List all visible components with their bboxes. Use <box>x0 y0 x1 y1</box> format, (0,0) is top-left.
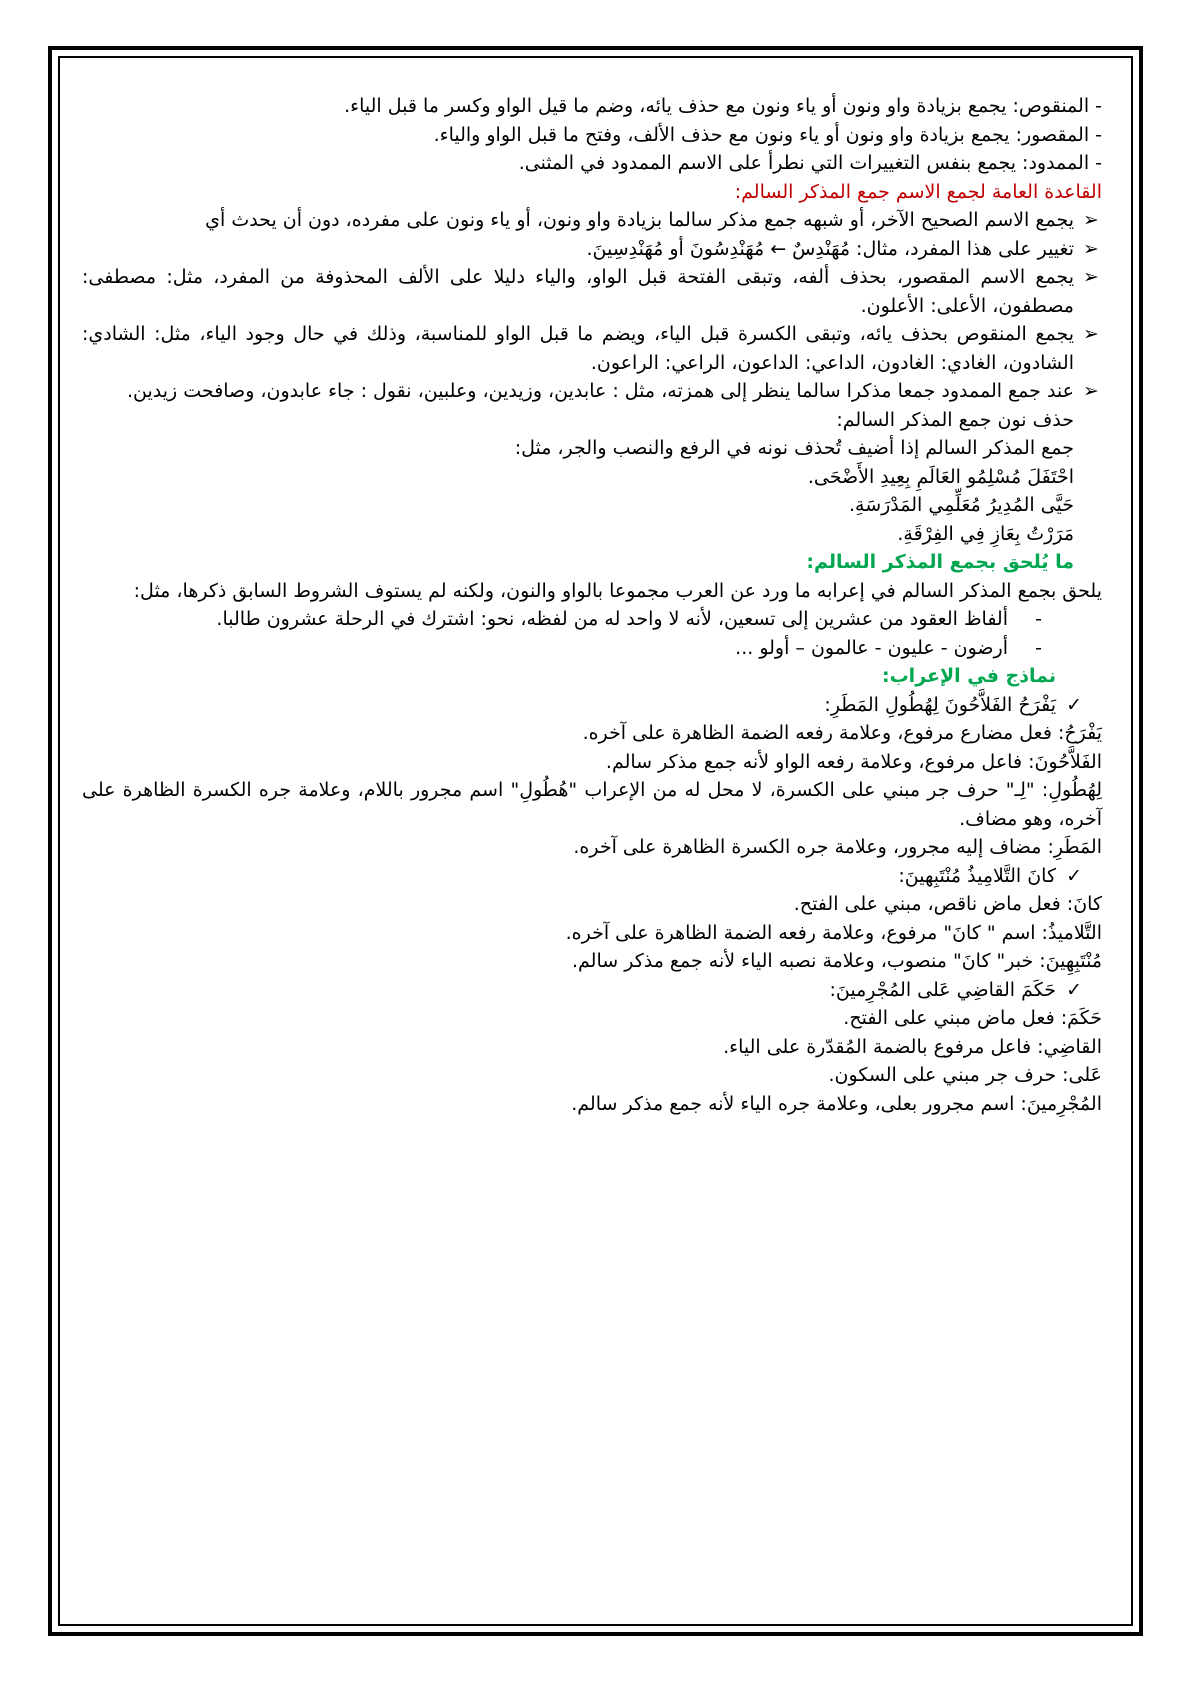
general-rules-list <box>82 206 1102 406</box>
parsing-line: يَفْرَحُ: فعل مضارع مرفوع، وعلامة رفعه الضمة الظاهرة على آخره. <box>582 722 1102 744</box>
general-rule-item <box>82 320 1102 377</box>
parsing-line: عَلى: حرف جر مبني على السكون. <box>828 1064 1102 1086</box>
arrow-bullet-icon: ➢ <box>1083 266 1099 288</box>
dash-bullet: - <box>1035 636 1042 659</box>
parsing-line: حَكَمَ: فعل ماض مبني على الفتح. <box>843 1007 1102 1029</box>
parsing-line: مُنْتَبِهِينَ: خبر" كانَ" منصوب، وعلامة نصبه الياء لأنه جمع مذكر سالم. <box>571 950 1102 972</box>
attached-item <box>82 605 1042 634</box>
deletion-example: مَرَرْتُ بِعَازِ فِي الفِرْقَةِ. <box>897 522 1074 545</box>
general-rule-text: يجمع الاسم الصحيح الآخر، أو شبهه جمع مذكر سالما بزيادة واو ونون، أو ياء ونون على مفرده، دون أن يحدث أي <box>205 209 1074 231</box>
general-rule-item <box>82 235 1102 264</box>
model-sentence-text: حَكَمَ القاضِي عَلى المُجْرِمينَ: <box>829 978 1056 1001</box>
model-sentence-text: يَفْرَحُ الفَلاَّحُونَ لِهُطُولِ المَطَرِ: <box>824 693 1056 716</box>
dash-bullet: - <box>1035 608 1042 630</box>
deletion-section <box>82 406 1102 577</box>
deletion-heading: حذف نون جمع المذكر السالم: <box>836 408 1074 431</box>
model-sentence <box>82 976 1102 1005</box>
rule-maqsur: - المقصور: يجمع بزيادة واو ونون أو ياء ونون مع حذف الألف، وفتح ما قبل الواو والياء. <box>433 123 1102 146</box>
parsing-line: لِهُطُولِ: "لِـ" حرف جر مبني على الكسرة، لا محل له من الإعراب "هُطُولِ" اسم مجرور باللام، وعلامة جره الكسرة الظاهرة على آخره، وهو مضاف. <box>82 779 1102 830</box>
general-rule-item <box>82 206 1102 235</box>
rule-manqus: - المنقوص: يجمع بزيادة واو ونون أو ياء ونون مع حذف يائه، وضم ما قيل الواو وكسر ما قبل الياء. <box>344 95 1102 117</box>
model-sentence-text: كانَ التَّلامِيذُ مُنْتَبِهينَ: <box>898 864 1056 887</box>
general-rule-text: تغيير على هذا المفرد، مثال: مُهَنْدِسٌ ← مُهَنْدِسُونَ أو مُهَنْدِسِينَ. <box>586 237 1074 260</box>
general-rule-heading: القاعدة العامة لجمع الاسم جمع المذكر السالم: <box>734 180 1102 203</box>
attached-heading: ما يُلحق بجمع المذكر السالم: <box>806 551 1074 573</box>
deletion-example: حَيَّى المُدِيرُ مُعَلِّمِي المَدْرَسَةِ. <box>848 494 1074 516</box>
parsing-line: القاضِي: فاعل مرفوع بالضمة المُقدّرة على الياء. <box>723 1035 1102 1058</box>
attached-item-text: أرضون - عليون - عالمون – أولو ... <box>735 636 1008 659</box>
parsing-line: التَّلاميذُ: اسم " كانَ" مرفوع، وعلامة رفعه الضمة الظاهرة على آخره. <box>565 921 1102 944</box>
parsing-line: المَطَرِ: مضاف إليه مجرور، وعلامة جره الكسرة الظاهرة على آخره. <box>573 836 1102 858</box>
general-rule-text: يجمع المنقوص بحذف يائه، وتبقى الكسرة قبل الياء، ويضم ما قبل الواو للمناسبة، وذلك في حال وجود الياء، مثل: الشادي: الشادون، الغادي: الغادون، الداعي: الداعون، الراعي: الراعون. <box>82 323 1074 374</box>
model-sentence <box>82 691 1102 720</box>
parsing-heading: نماذج في الإعراب: <box>881 665 1056 687</box>
rule-mamdud: - الممدود: يجمع بنفس التغييرات التي نطرأ على الاسم الممدود في المثنى. <box>518 152 1102 174</box>
general-rule-item <box>82 263 1102 320</box>
attached-item <box>82 634 1042 663</box>
attached-list <box>82 605 1102 662</box>
general-rule-item <box>82 377 1102 406</box>
parsing-line: كانَ: فعل ماض ناقص، مبني على الفتح. <box>793 893 1102 915</box>
deletion-example: احْتَفَلَ مُسْلِمُو العَالَمِ بِعِيدِ الأَضْحَى. <box>807 465 1074 488</box>
model-sentence <box>82 862 1102 891</box>
general-rule-text: يجمع الاسم المقصور، بحذف ألفه، وتبقى الفتحة قبل الواو، والياء دليلا على الألف المحذوفة من المفرد، مثل: مصطفى: مصطفون، الأعلى: الأعلون. <box>82 266 1074 317</box>
attached-item-text: ألفاظ العقود من عشرين إلى تسعين، لأنه لا واحد له من لفظه، نحو: اشترك في الرحلة عشرون طالبا. <box>216 608 1008 630</box>
attached-text: يلحق بجمع المذكر السالم في إعرابه ما ورد عن العرب مجموعا بالواو والنون، ولكنه لم يستوف الشروط السابق ذكرها، مثل: <box>133 579 1102 602</box>
general-rule-text: عند جمع الممدود جمعا مذكرا سالما ينظر إلى همزته، مثل : عابدين، وزيدين، وعلبين، نقول : جاء عابدون، وصافحت زيدين. <box>127 380 1074 402</box>
checkmark-icon: ✓ <box>1066 693 1082 716</box>
deletion-text: جمع المذكر السالم إذا أضيف تُحذف نونه في الرفع والنصب والجر، مثل: <box>514 437 1074 459</box>
arrow-bullet-icon: ➢ <box>1083 237 1099 260</box>
document-body <box>82 92 1102 1118</box>
arrow-bullet-icon: ➢ <box>1083 380 1099 402</box>
arrow-bullet-icon: ➢ <box>1083 209 1099 231</box>
arrow-bullet-icon: ➢ <box>1083 323 1099 345</box>
checkmark-icon: ✓ <box>1066 978 1082 1001</box>
checkmark-icon: ✓ <box>1066 864 1082 887</box>
parsing-line: المُجْرِمينَ: اسم مجرور بعلى، وعلامة جره الياء لأنه جمع مذكر سالم. <box>571 1092 1102 1115</box>
parsing-line: الفَلاَّحُونَ: فاعل مرفوع، وعلامة رفعه الواو لأنه جمع مذكر سالم. <box>605 750 1102 773</box>
